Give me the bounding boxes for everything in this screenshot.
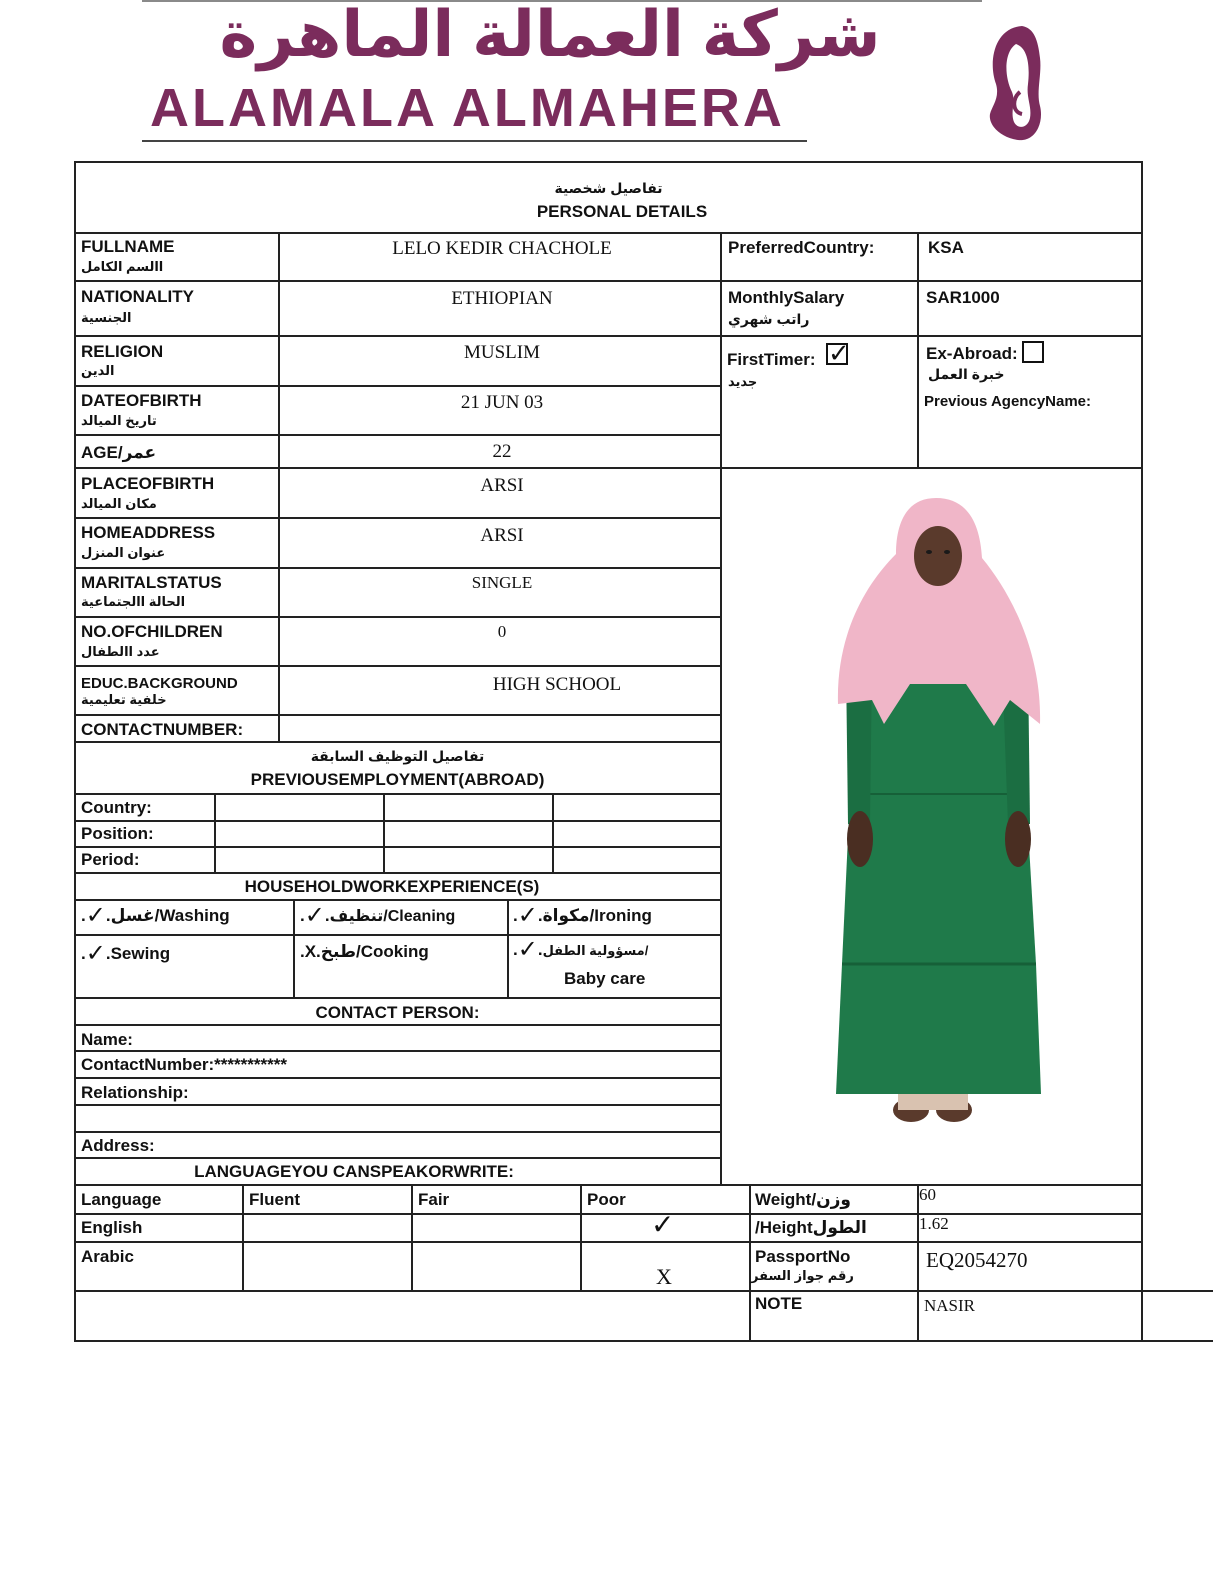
age-value: 22 [492,441,512,462]
applicant-photo [826,494,1046,1134]
check-icon: ✓ [304,902,325,929]
lang-header-language: Language [81,1190,162,1209]
preferred-country-label: PreferredCountry: [728,238,875,257]
fullname-value: LELO KEDIR CHACHOLE [392,238,612,259]
check-icon: ✓ [85,902,106,929]
first-timer-checkbox[interactable] [826,338,850,368]
contact-number-label: CONTACTNUMBER: [81,720,244,739]
dob-value: 21 JUN 03 [460,392,544,413]
lang-header-poor: Poor [587,1190,626,1209]
passport-value: EQ2054270 [926,1248,1028,1272]
height-label: /Heightالطول [755,1218,867,1237]
skill-babycare-english: Baby care [564,969,646,988]
head-silhouette-icon [982,22,1048,144]
marital-status-value: SINGLE [471,573,533,592]
fullname-label: FULLNAME [81,237,175,256]
arabic-poor-mark: X [656,1264,672,1289]
education-value: HIGH SCHOOL [492,674,622,695]
nationality-value: ETHIOPIAN [451,288,553,309]
lang-arabic: Arabic [81,1247,134,1266]
marital-status-label-arabic: الحالة االجتماعية [81,594,186,609]
passport-label: PassportNo [755,1247,851,1266]
age-label: AGE/عمر [81,443,157,462]
logo-arabic: شركة العمالة الماهرة [219,0,881,70]
prev-position-label: Position: [81,824,154,843]
monthly-salary-label-arabic: راتب شهري [728,311,810,327]
check-icon: ✓ [517,936,538,963]
skill-cleaning: .✓.تنظيف/Cleaning [300,902,456,929]
previous-employment-title-arabic: تفاصيل التوظيف السابقة [310,748,485,764]
address-label: Address: [81,1136,155,1155]
religion-label-arabic: الدين [81,363,115,378]
section-title: PERSONAL DETAILS [536,202,708,221]
prev-country-label: Country: [81,798,152,817]
logo-bottom-rule [142,140,807,142]
children-label-arabic: عدد االطفال [81,644,160,659]
lang-header-fluent: Fluent [249,1190,300,1209]
home-address-label: HOMEADDRESS [81,523,216,542]
contact-name-label: Name: [81,1030,133,1049]
children-value: 0 [497,622,507,641]
pob-value: ARSI [480,475,524,496]
languages-title: LANGUAGEYOU CANSPEAKORWRITE: [194,1162,514,1181]
nationality-label: NATIONALITY [81,287,195,306]
skill-ironing: .✓.مكواة/Ironing [513,902,652,929]
weight-label: Weight/وزن [755,1190,851,1209]
contact-person-title: CONTACT PERSON: [315,1003,480,1022]
skill-cooking: .X.طبخ/Cooking [300,942,429,961]
lang-header-fair: Fair [418,1190,450,1209]
pob-label-arabic: مكان الميالد [81,496,157,511]
passport-label-arabic: رقم جواز السفر [751,1268,854,1283]
header-logo [140,0,1060,145]
education-label-arabic: خلفية تعليمية [81,692,167,707]
skill-sewing: .✓.Sewing [81,940,171,967]
dob-label: DATEOFBIRTH [81,391,202,410]
children-label: NO.OFCHILDREN [81,622,223,641]
monthly-salary-value: SAR1000 [926,288,1000,307]
ex-abroad-checkbox[interactable] [1022,341,1044,363]
previous-employment-title: PREVIOUSEMPLOYMENT(ABROAD) [250,770,545,789]
education-label: EDUC.BACKGROUND [81,675,238,692]
household-title: HOUSEHOLDWORKEXPERIENCE(S) [244,877,540,896]
skill-washing: .✓.غسل/Washing [81,902,230,929]
marital-status-label: MARITALSTATUS [81,573,222,592]
relationship-label: Relationship: [81,1083,189,1102]
section-title-arabic: تفاصيل شخصية [554,180,663,196]
home-address-label-arabic: عنوان المنزل [81,545,166,560]
dob-label-arabic: تاريخ الميالد [81,413,157,428]
contact-number-field: ContactNumber:*********** [81,1055,287,1074]
monthly-salary-label: MonthlySalary [728,288,845,307]
check-icon: ✓ [517,902,538,929]
note-label: NOTE [755,1294,803,1313]
lang-english: English [81,1218,143,1237]
note-value: NASIR [924,1296,976,1315]
height-value: 1.62 [919,1214,949,1233]
weight-value: 60 [919,1185,936,1204]
nationality-label-arabic: الجنسية [81,310,132,325]
religion-label: RELIGION [81,342,164,361]
ex-abroad-label-arabic: خبرة العمل [928,366,1005,382]
preferred-country-value: KSA [928,238,964,257]
fullname-label-arabic: االسم الكامل [81,259,164,274]
first-timer-label-arabic: جديد [728,374,758,389]
ex-abroad-label: Ex-Abroad: [926,344,1018,363]
logo-english: ALAMALA ALMAHERA [150,78,785,138]
first-timer-label: FirstTimer: [727,350,816,369]
pob-label: PLACEOFBIRTH [81,474,215,493]
check-icon: ✓ [828,338,850,368]
previous-agency-label: Previous AgencyName: [924,393,1092,410]
check-icon: ✓ [651,1209,675,1240]
religion-value: MUSLIM [463,342,540,363]
check-icon: ✓ [85,940,106,967]
prev-period-label: Period: [81,850,140,869]
home-address-value: ARSI [480,525,524,546]
skill-babycare: .✓.مسؤولية الطفل/ [513,936,649,963]
